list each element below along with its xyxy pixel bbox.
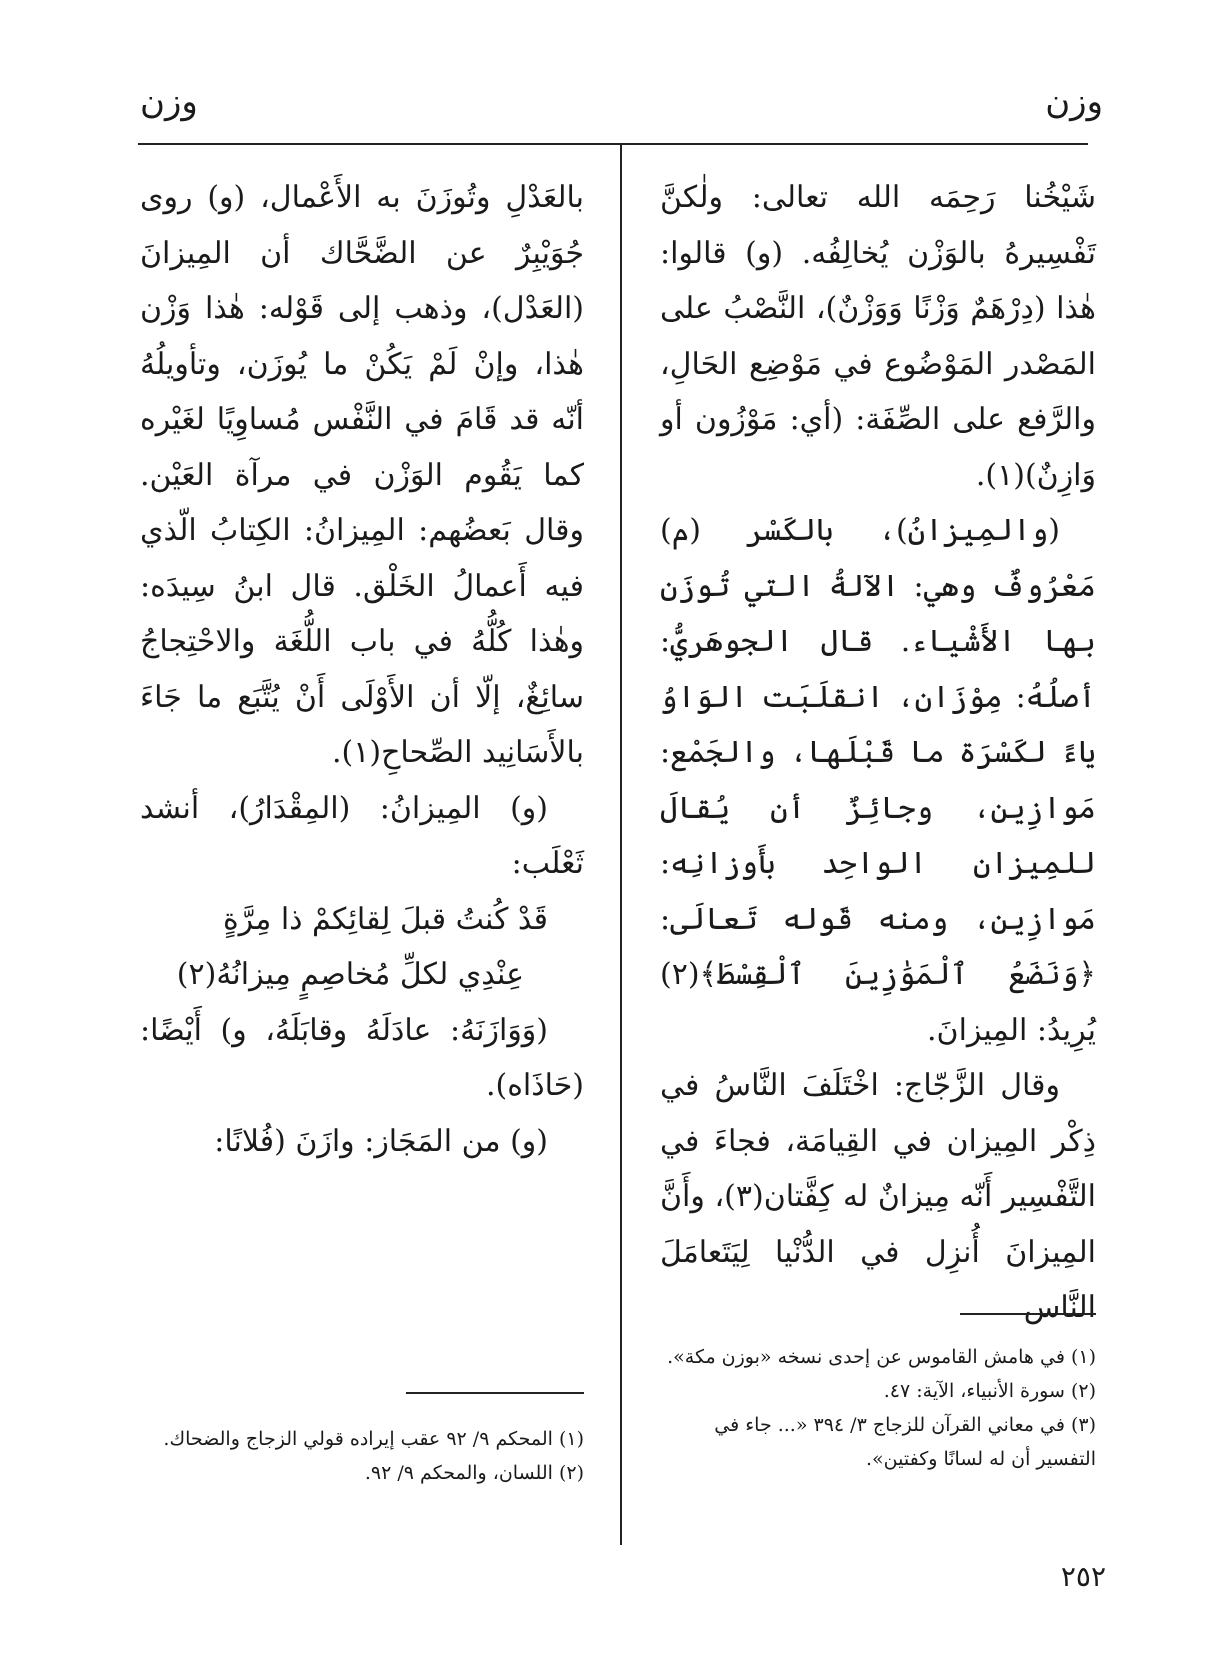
- page-number: ٢٥٢: [1060, 1560, 1106, 1593]
- verse-line-2: عِنْدِي لكلِّ مُخاصِمٍ مِيزانُهُ(٢): [176, 957, 524, 992]
- footnote-right-1: (١) في هامش القاموس عن إحدى نسخه «بوزن مكة».: [667, 1346, 1096, 1368]
- left-paragraph-2: (و) المِيزانُ: (المِقْدَارُ)، أنشد ثَعْلَب:: [140, 790, 584, 881]
- footnote-right-2: (٢) سورة الأنبياء، الآية: ٤٧.: [883, 1380, 1096, 1402]
- header-rule: [138, 143, 1088, 145]
- footnote-rule-left: [406, 1392, 584, 1394]
- footnotes-left: [140, 1422, 584, 1490]
- footnote-rule-right: [960, 1313, 1096, 1315]
- footnote-right-3: (٣) في معاني القرآن للزجاج ٣/ ٣٩٤ «... جاء في التفسير أن له لسانًا وكفتين».: [714, 1414, 1096, 1470]
- right-paragraph-1: شَيْخُنا رَحِمَه الله تعالى: ولٰكنَّ تَفْسِيرهُ بالوَزْن يُخالِفُه. (و) قالوا: هٰذا (دِرْهَمٌ وَزْنًا وَوَزْنٌ)، النَّصْبُ على المَصْدر المَوْضُوع في مَوْضِع الحَالِ، والرَّفع على الصِّفَة: (أي: مَوْزُون أو وَازِنٌ)(١).: [660, 180, 1096, 493]
- verse-line-1: قَدْ كُنتُ قبلَ لِقائِكمْ ذا مِرَّةٍ: [222, 901, 548, 937]
- footnote-left-1: (١) المحكم ٩/ ٩٢ عقب إيراده قولي الزجاج والضحاك.: [163, 1428, 584, 1450]
- left-paragraph-4: (و) من المَجَاز: وازَنَ (فُلانًا:: [214, 1123, 548, 1159]
- left-paragraph-1: بالعَدْلِ وتُوزَنَ به الأَعْمال، (و) روى جُوَيْبِرٌ عن الضَّحَّاك أن المِيزانَ (العَدْل)، وذهب إلى قَوْله: هٰذا وَزْن هٰذا، وإنْ لَمْ يَكُنْ ما يُوزَن، وتأويلُهُ أنّه قد قَامَ في النَّفْس مُساوِيًا لغَيْره كما يَقُوم الوَزْن في مرآة العَيْن. وقال بَعضُهم: المِيزانُ: الكِتابُ الّذي فيه أَعمالُ الخَلْق. قال ابنُ سِيدَه: وهٰذا كُلُّهُ في باب اللُّغَة والاحْتِجاجُ سائِغٌ، إلّا أن الأَوْلَى أَنْ يُتَّبَع ما جَاءَ بالأَسَانِيد الصِّحاحِ(١).: [140, 180, 584, 770]
- running-header-right: وزن: [1045, 82, 1103, 122]
- right-paragraph-3: وقال الزَّجّاج: اخْتَلَفَ النَّاسُ في ذِكْر المِيزان في القِيامَة، فجاءَ في التَّفْسِير أَنّه مِيزانٌ له كِفَّتان(٣)، وأَنَّ المِيزانَ أُنزِل في الدُّنْيا لِيَتَعامَلَ النَّاس: [660, 1068, 1097, 1325]
- running-header-left: وزن: [140, 82, 198, 122]
- footnotes-right: [660, 1340, 1096, 1476]
- right-paragraph-2: (والمِيزانُ)، بالكَسْر (م) مَعْرُوفٌ وهي: الآلةُ التي تُوزَن بها الأَشْياء. قال الجوهَريُّ: أصلُهُ: مِوْزَان، انقلَبَت الوَاوُ ياءً لكَسْرَة ما قَبْلَها، والجَمْع: مَوازِين، وجائِزٌ أن يُقالَ للمِيزان الواحِد بأَوزانِه: مَوازِين، ومنه قَوله تَعالَى: ﴿وَنَضَعُ ٱلْمَوَٰزِينَ ٱلْقِسْطَ﴾(٢) يُرِيدُ: المِيزانَ.: [660, 513, 1096, 1048]
- right-column: [660, 170, 1096, 1336]
- left-column: [140, 170, 584, 1169]
- footnote-left-2: (٢) اللسان، والمحكم ٩/ ٩٢.: [364, 1462, 584, 1484]
- left-paragraph-3: (وَوَازَنَهُ: عادَلَهُ وقابَلَهُ، و) أَيْضًا: (حَاذَاه).: [140, 1012, 584, 1103]
- column-divider: [620, 143, 622, 1545]
